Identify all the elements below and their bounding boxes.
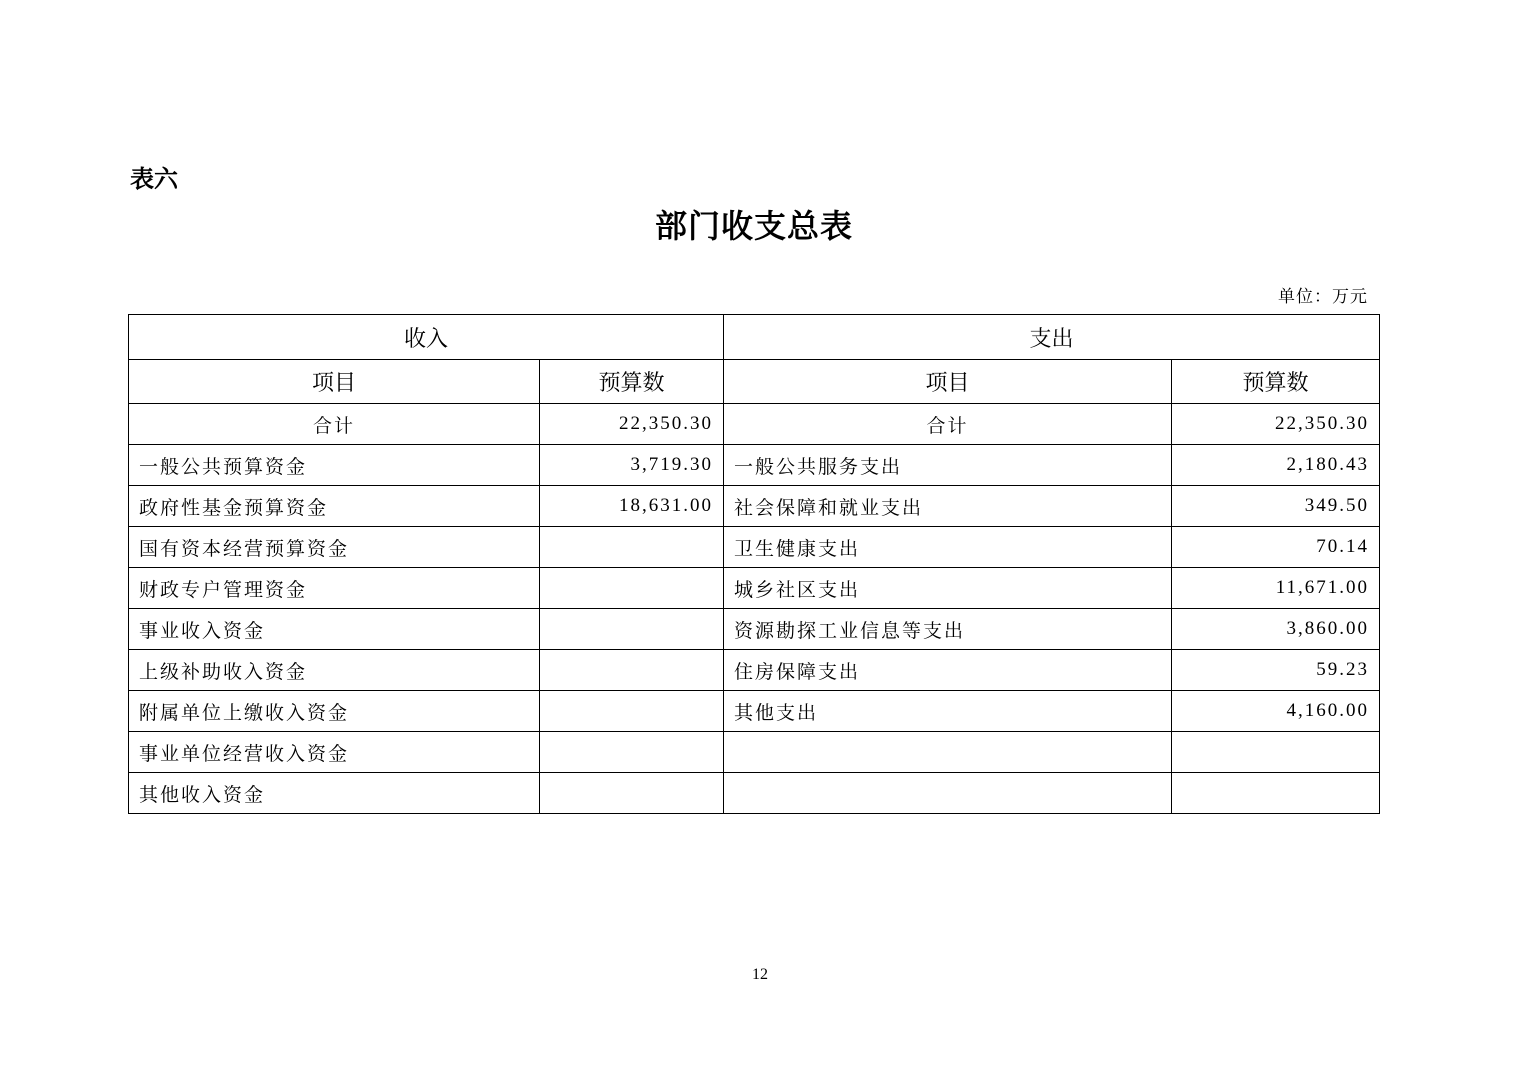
expense-item: 卫生健康支出: [724, 527, 1172, 568]
income-item: 其他收入资金: [129, 773, 540, 814]
column-header-row: [129, 360, 1380, 404]
income-item: 上级补助收入资金: [129, 650, 540, 691]
table-row: [129, 732, 1380, 773]
page-title: 部门收支总表: [654, 207, 853, 245]
budget-table: [128, 314, 1380, 814]
table-row: [129, 527, 1380, 568]
expense-item: [724, 773, 1172, 814]
expense-amount: [1172, 732, 1380, 773]
expense-item: 资源勘探工业信息等支出: [724, 609, 1172, 650]
income-amount: [540, 732, 724, 773]
table-row: [129, 609, 1380, 650]
expense-item: 住房保障支出: [724, 650, 1172, 691]
expense-amount: 4,160.00: [1172, 691, 1380, 732]
income-amount: 3,719.30: [540, 445, 724, 486]
income-amount: [540, 691, 724, 732]
expense-amount: 2,180.43: [1172, 445, 1380, 486]
income-item: 财政专户管理资金: [129, 568, 540, 609]
expense-amount: 70.14: [1172, 527, 1380, 568]
table-row: [129, 691, 1380, 732]
income-item: 附属单位上缴收入资金: [129, 691, 540, 732]
income-item: 事业收入资金: [129, 609, 540, 650]
table-row: [129, 773, 1380, 814]
section-header-row: [129, 315, 1380, 360]
expense-header: 支出: [724, 315, 1380, 360]
expense-amount: 11,671.00: [1172, 568, 1380, 609]
expense-total-label: 合计: [724, 404, 1172, 445]
income-amount: [540, 609, 724, 650]
table-label: 表六: [130, 165, 178, 193]
income-item: 国有资本经营预算资金: [129, 527, 540, 568]
income-amount: [540, 568, 724, 609]
page-number: 12: [752, 966, 768, 983]
expense-amount: 3,860.00: [1172, 609, 1380, 650]
expense-amount: [1172, 773, 1380, 814]
expense-item: 其他支出: [724, 691, 1172, 732]
income-item: 事业单位经营收入资金: [129, 732, 540, 773]
income-item: 一般公共预算资金: [129, 445, 540, 486]
total-row: [129, 404, 1380, 445]
income-item-column-header: 项目: [129, 360, 540, 404]
income-total-amount: 22,350.30: [540, 404, 724, 445]
unit-note: 单位：万元: [1278, 287, 1368, 307]
income-total-label: 合计: [129, 404, 540, 445]
income-amount: 18,631.00: [540, 486, 724, 527]
table-row: [129, 650, 1380, 691]
table-row: [129, 445, 1380, 486]
expense-item-column-header: 项目: [724, 360, 1172, 404]
expense-item: [724, 732, 1172, 773]
income-item: 政府性基金预算资金: [129, 486, 540, 527]
expense-amount: 349.50: [1172, 486, 1380, 527]
income-amount: [540, 773, 724, 814]
income-budget-column-header: 预算数: [540, 360, 724, 404]
table-row: [129, 486, 1380, 527]
expense-total-amount: 22,350.30: [1172, 404, 1380, 445]
expense-item: 社会保障和就业支出: [724, 486, 1172, 527]
expense-item: 城乡社区支出: [724, 568, 1172, 609]
expense-budget-column-header: 预算数: [1172, 360, 1380, 404]
income-amount: [540, 527, 724, 568]
expense-item: 一般公共服务支出: [724, 445, 1172, 486]
expense-amount: 59.23: [1172, 650, 1380, 691]
income-amount: [540, 650, 724, 691]
income-header: 收入: [129, 315, 724, 360]
table-row: [129, 568, 1380, 609]
